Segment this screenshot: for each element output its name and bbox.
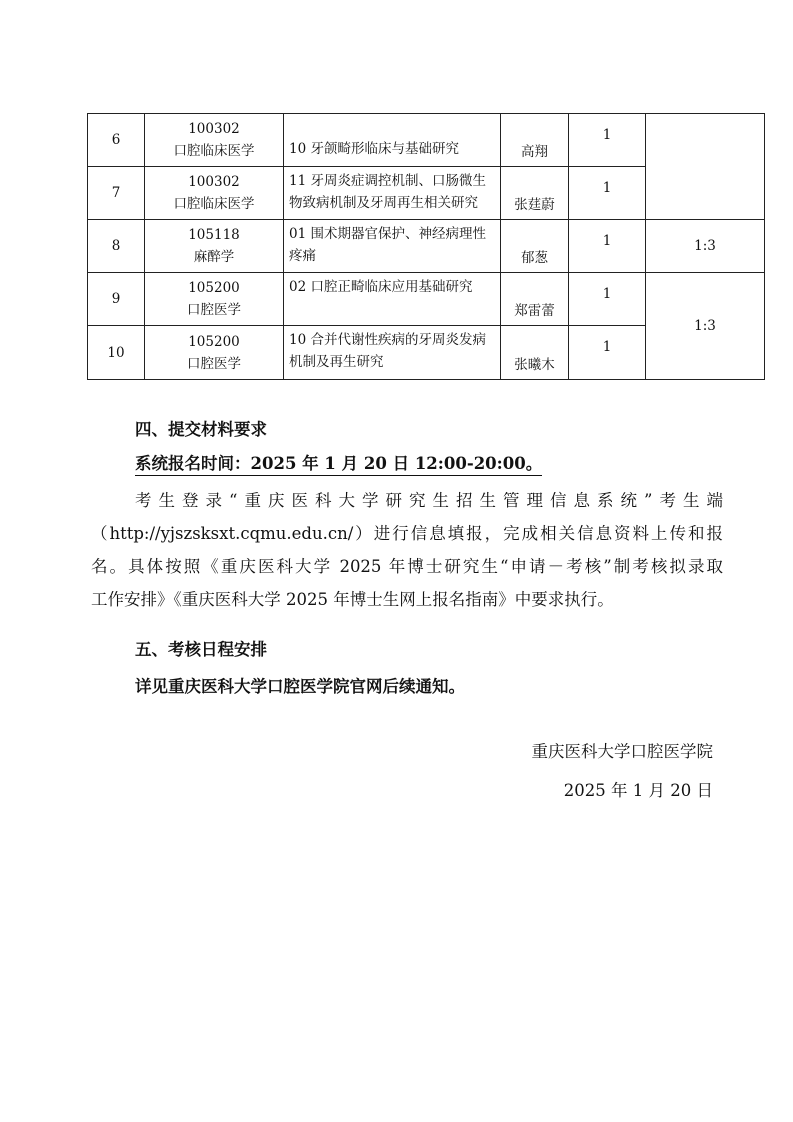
quota-cell: 1 bbox=[569, 114, 646, 167]
row-number: 9 bbox=[88, 273, 145, 326]
row-number: 10 bbox=[88, 326, 145, 380]
quota-cell: 1 bbox=[569, 326, 646, 380]
quota-cell: 1 bbox=[569, 220, 646, 273]
major-code: 105200 bbox=[188, 333, 240, 350]
research-direction bbox=[284, 220, 501, 273]
major-name: 口腔临床医学 bbox=[173, 196, 255, 212]
major-code: 100302 bbox=[188, 121, 240, 137]
major-code: 100302 bbox=[188, 174, 240, 190]
section5-heading: 五、考核日程安排 bbox=[135, 640, 267, 659]
major-cell bbox=[145, 273, 284, 326]
major-cell bbox=[145, 167, 284, 220]
registration-time: 系统报名时间：2025 年 1 月 20 日 12:00-20:00。 bbox=[135, 453, 542, 476]
major-name: 麻醉学 bbox=[193, 249, 235, 265]
research-direction bbox=[284, 273, 501, 326]
tutor-name: 张曦木 bbox=[501, 326, 569, 380]
admission-table bbox=[87, 113, 765, 380]
quota-cell: 1 bbox=[569, 167, 646, 220]
research-direction bbox=[284, 114, 501, 167]
direction-line: 01 围术期器官保护、神经病理性 bbox=[289, 226, 486, 242]
ratio-cell: 1:3 bbox=[646, 273, 765, 380]
table-row bbox=[88, 220, 765, 273]
tutor-name: 郑雷蕾 bbox=[501, 273, 569, 326]
paragraph-line: 考生登录“重庆医科大学研究生招生管理信息系统”考生端 bbox=[135, 491, 723, 510]
quota-cell: 1 bbox=[569, 273, 646, 326]
direction-line: 02 口腔正畸临床应用基础研究 bbox=[289, 279, 473, 295]
major-cell bbox=[145, 114, 284, 167]
tutor-name: 高翔 bbox=[501, 114, 569, 167]
major-name: 口腔医学 bbox=[187, 355, 241, 372]
signature-org: 重庆医科大学口腔医学院 bbox=[531, 742, 713, 761]
table-row bbox=[88, 273, 765, 326]
direction-line: 10 牙颌畸形临床与基础研究 bbox=[289, 141, 459, 157]
row-number: 7 bbox=[88, 167, 145, 220]
direction-line: 机制及再生研究 bbox=[289, 354, 384, 370]
tutor-name: 郁葱 bbox=[501, 220, 569, 273]
signature-date: 2025 年 1 月 20 日 bbox=[563, 781, 713, 800]
research-direction bbox=[284, 326, 501, 380]
direction-line: 11 牙周炎症调控机制、口肠微生 bbox=[289, 173, 486, 189]
submission-paragraph bbox=[91, 484, 723, 616]
research-direction bbox=[284, 167, 501, 220]
ratio-cell bbox=[646, 114, 765, 220]
paragraph-line: （http://yjszsksxt.cqmu.edu.cn/）进行信息填报，完成相关信息资料上传和报 bbox=[91, 524, 723, 543]
major-cell bbox=[145, 220, 284, 273]
direction-line: 疼痛 bbox=[289, 248, 316, 264]
row-number: 6 bbox=[88, 114, 145, 167]
schedule-detail: 详见重庆医科大学口腔医学院官网后续通知。 bbox=[135, 677, 465, 696]
row-number: 8 bbox=[88, 220, 145, 273]
major-name: 口腔临床医学 bbox=[173, 143, 255, 159]
section4-heading: 四、提交材料要求 bbox=[135, 420, 267, 439]
major-cell bbox=[145, 326, 284, 380]
direction-line: 物致病机制及牙周再生相关研究 bbox=[289, 195, 478, 211]
tutor-name: 张莛蔚 bbox=[501, 167, 569, 220]
paragraph-line: 工作安排》《重庆医科大学 2025 年博士生网上报名指南》中要求执行。 bbox=[91, 590, 614, 609]
major-code: 105200 bbox=[188, 280, 240, 296]
major-name: 口腔医学 bbox=[187, 302, 241, 318]
direction-line: 10 合并代谢性疾病的牙周炎发病 bbox=[289, 332, 486, 348]
major-code: 105118 bbox=[188, 227, 240, 243]
table-row bbox=[88, 114, 765, 167]
ratio-cell: 1:3 bbox=[646, 220, 765, 273]
paragraph-line: 名。具体按照《重庆医科大学 2025 年博士研究生“申请－考核”制考核拟录取 bbox=[91, 557, 723, 576]
